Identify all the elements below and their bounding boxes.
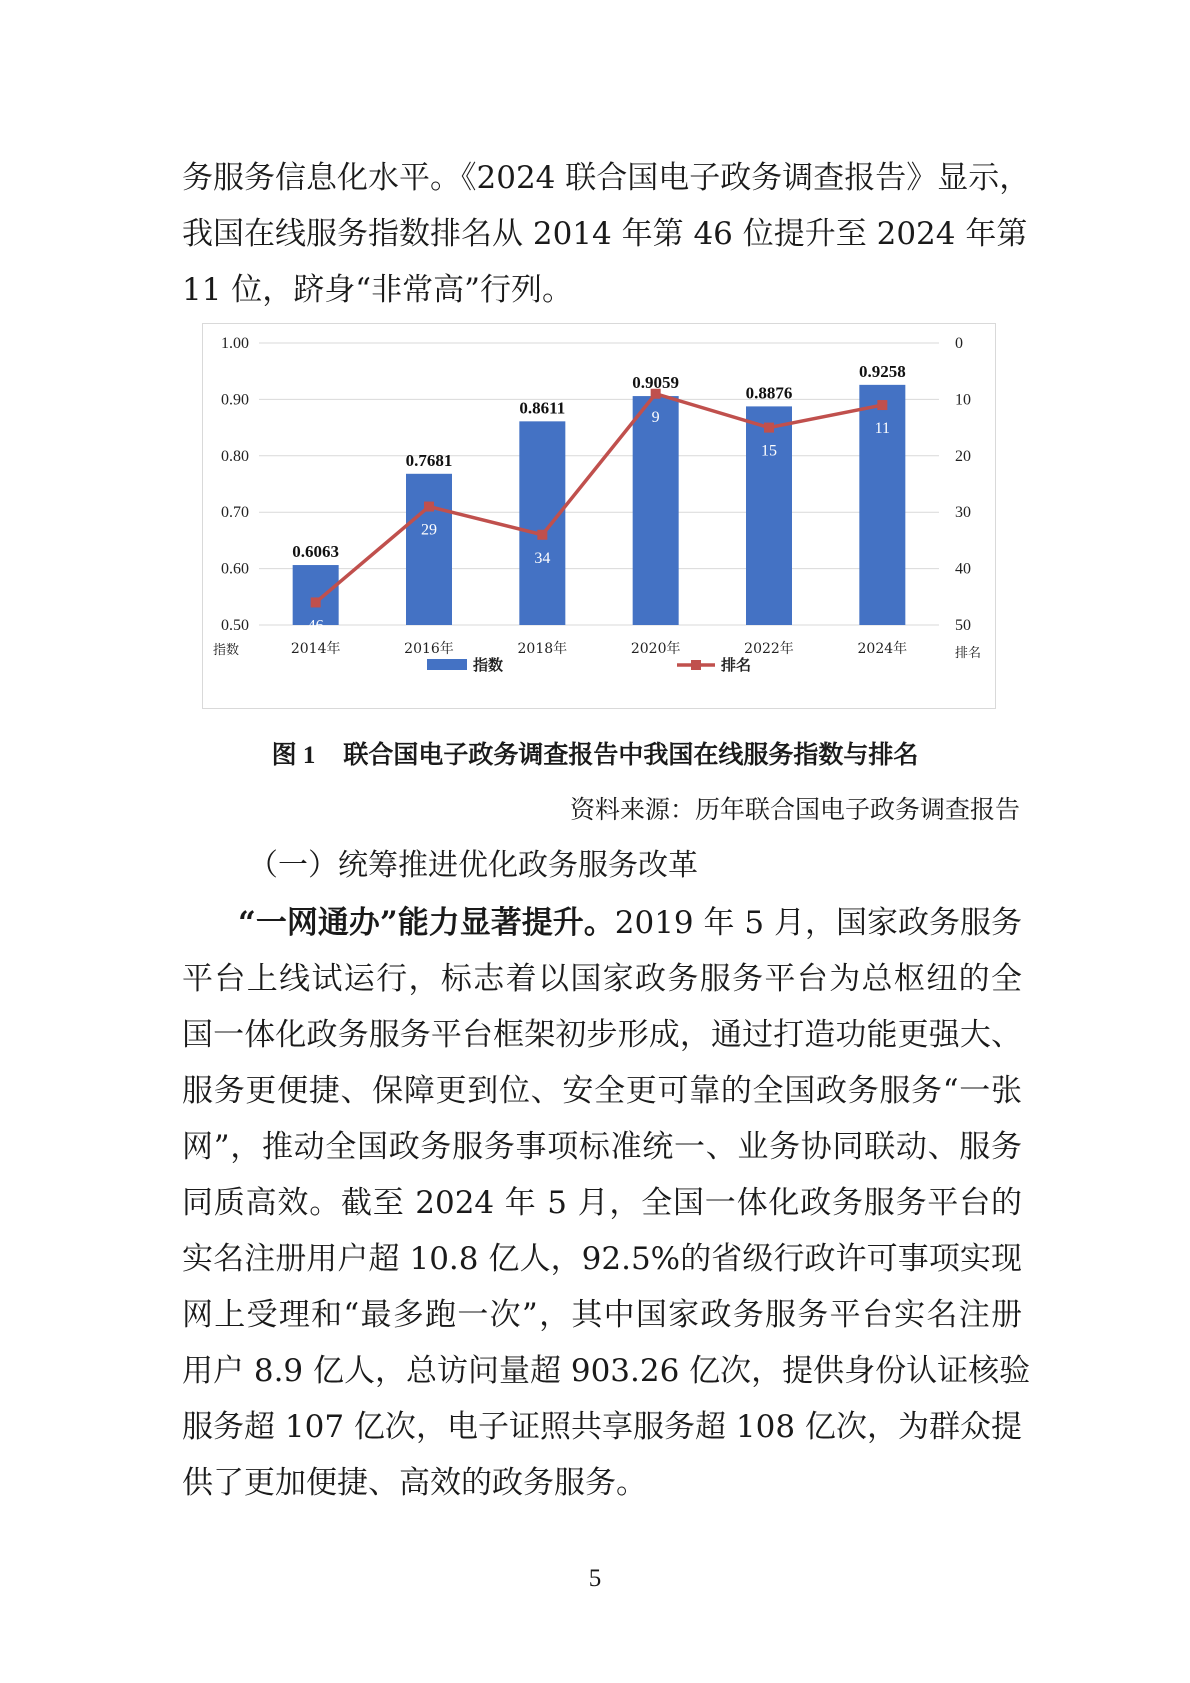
rank-marker — [877, 400, 887, 410]
right-axis-tick-label: 30 — [955, 504, 971, 522]
left-axis-tick-label: 1.00 — [221, 335, 249, 352]
right-axis-tick-label: 50 — [955, 617, 971, 634]
left-axis-tick-label: 0.50 — [221, 617, 249, 634]
x-axis-tick-label: 2016年 — [404, 641, 454, 657]
bar-value-label: 0.8611 — [519, 398, 566, 418]
page-number: 5 — [588, 1565, 602, 1592]
text-line: 平台上线试运行，标志着以国家政务服务平台为总枢纽的全 — [182, 961, 1022, 997]
bar-value-label: 0.7681 — [405, 450, 453, 470]
text-line: 实名注册用户超 10.8 亿人，92.5%的省级行政许可事项实现 — [182, 1241, 1022, 1277]
rank-value-label: 46 — [307, 617, 324, 635]
rank-value-label: 34 — [534, 549, 551, 567]
bar — [293, 565, 339, 625]
text-line: 服务超 107 亿次，电子证照共享服务超 108 亿次，为群众提 — [182, 1409, 1022, 1445]
x-axis-tick-label: 2022年 — [744, 641, 794, 657]
lead-bold-text: “一网通办”能力显著提升。 — [238, 905, 615, 941]
text-line: 供了更加便捷、高效的政务服务。 — [182, 1465, 647, 1501]
rank-value-label: 15 — [761, 442, 777, 460]
bar-value-label: 0.6063 — [292, 542, 340, 562]
x-axis-tick-label: 2014年 — [290, 641, 341, 657]
text-line: 网”，推动全国政务服务事项标准统一、业务协同联动、服务 — [182, 1129, 1022, 1165]
bar-value-label: 0.9059 — [632, 373, 680, 393]
chart-figure — [202, 323, 996, 709]
left-axis-tick-label: 0.70 — [221, 504, 249, 522]
rank-line — [316, 394, 883, 603]
text-line: 网上受理和“最多跑一次”，其中国家政务服务平台实名注册 — [182, 1297, 1022, 1333]
lead-rest-text: 2019 年 5 月，国家政务服务 — [614, 905, 1022, 941]
bar-value-label: 0.8876 — [745, 383, 793, 403]
text-line: 11 位，跻身“非常高”行列。 — [182, 272, 573, 308]
text-line: 同质高效。截至 2024 年 5 月，全国一体化政务服务平台的 — [182, 1185, 1022, 1221]
bar — [633, 396, 679, 625]
right-axis-tick-label: 10 — [955, 391, 971, 409]
figure-caption-text: 联合国电子政务调查报告中我国在线服务指数与排名 — [343, 740, 919, 769]
rank-marker — [537, 530, 547, 540]
bar — [519, 421, 565, 625]
left-axis-title: 指数 — [213, 643, 240, 658]
right-axis-tick-label: 40 — [955, 560, 971, 578]
x-axis-tick-label: 2024年 — [857, 641, 908, 657]
figure-source: 资料来源：历年联合国电子政务调查报告 — [569, 795, 1020, 824]
text-line: 服务更便捷、保障更到位、安全更可靠的全国政务服务“一张 — [182, 1073, 1022, 1109]
rank-value-label: 9 — [651, 408, 660, 426]
rank-marker — [311, 597, 321, 607]
rank-marker — [764, 423, 774, 433]
rank-value-label: 11 — [874, 420, 891, 438]
legend-swatch-marker — [691, 660, 701, 670]
legend-label-rank: 排名 — [721, 656, 752, 674]
left-axis-tick-label: 0.60 — [221, 560, 249, 578]
bar — [746, 406, 792, 625]
text-line: 务服务信息化水平。《2024 联合国电子政务调查报告》显示， — [182, 160, 1031, 196]
right-axis-tick-label: 0 — [955, 335, 963, 352]
bar — [406, 474, 452, 625]
x-axis-tick-label: 2018年 — [517, 641, 568, 657]
legend-swatch-bar — [427, 659, 467, 670]
text-line: 国一体化政务服务平台框架初步形成，通过打造功能更强大、 — [182, 1017, 1022, 1053]
right-axis-tick-label: 20 — [955, 447, 971, 465]
bar-value-label: 0.9258 — [858, 361, 906, 381]
chart-canvas — [203, 324, 995, 708]
figure-number: 图 1 — [271, 742, 316, 769]
intro-paragraph — [182, 150, 1031, 318]
figure-caption — [0, 735, 1190, 771]
section-heading: （一）统筹推进优化政务服务改革 — [248, 848, 698, 883]
rank-value-label: 29 — [421, 521, 437, 539]
body-paragraph — [182, 895, 1031, 1511]
legend-label-index: 指数 — [473, 656, 504, 674]
right-axis-title: 排名 — [955, 646, 982, 661]
text-line — [182, 895, 1022, 951]
left-axis-tick-label: 0.80 — [221, 447, 249, 465]
left-axis-tick-label: 0.90 — [221, 391, 249, 409]
rank-marker — [424, 502, 434, 512]
text-line: 用户 8.9 亿人，总访问量超 903.26 亿次，提供身份认证核验 — [182, 1353, 1031, 1389]
x-axis-tick-label: 2020年 — [630, 641, 681, 657]
text-line: 我国在线服务指数排名从 2014 年第 46 位提升至 2024 年第 — [182, 216, 1028, 252]
